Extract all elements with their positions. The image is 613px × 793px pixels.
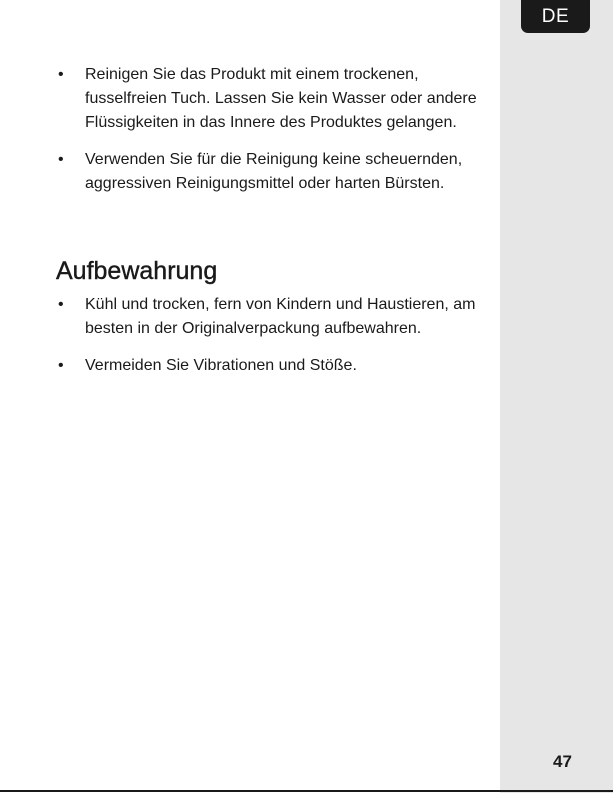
storage-list — [56, 293, 486, 378]
bullet-icon: • — [58, 296, 64, 313]
list-item — [56, 293, 486, 341]
bullet-icon: • — [58, 151, 64, 168]
bottom-rule — [0, 790, 613, 792]
list-item — [56, 63, 486, 135]
section-heading: Aufbewahrung — [56, 257, 218, 285]
page-number: 47 — [553, 752, 572, 771]
care-item-text: Reinigen Sie das Produkt mit einem trockenen, fusselfreien Tuch. Lassen Sie kein Wasser oder andere Flüssigkeiten in das Innere des Produktes gelangen. — [85, 66, 477, 131]
list-item — [56, 148, 486, 196]
care-item-text: Verwenden Sie für die Reinigung keine scheuernden, aggressiven Reinigungsmittel oder harten Bürsten. — [85, 151, 463, 192]
language-tab: DE — [521, 0, 590, 33]
care-list — [56, 63, 486, 196]
bullet-icon: • — [58, 66, 64, 83]
storage-item-text: Vermeiden Sie Vibrationen und Stöße. — [85, 357, 357, 374]
list-item — [56, 354, 486, 378]
storage-item-text: Kühl und trocken, fern von Kindern und Haustieren, am besten in der Originalverpackung aufbewahren. — [85, 296, 476, 337]
side-margin-panel — [500, 0, 613, 793]
bullet-icon: • — [58, 357, 64, 374]
